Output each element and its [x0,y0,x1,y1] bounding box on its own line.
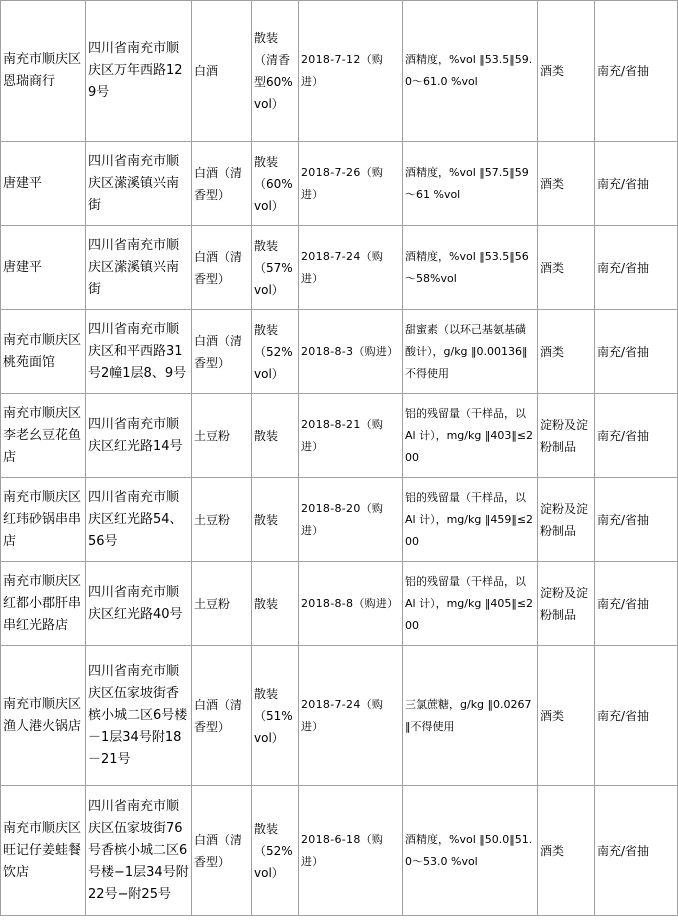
date-cell: 2018-7-12（购进） [299,1,403,142]
test-item-cell: 三氯蔗糖，g/kg ‖0.0267‖不得使用 [403,646,538,786]
table-body [1,1,678,916]
address-cell: 四川省南充市顺庆区红光路54、56号 [86,478,192,562]
business-name-cell: 南充市顺庆区李老幺豆花鱼店 [1,394,86,478]
business-name-cell: 唐建平 [1,142,86,226]
address-cell: 四川省南充市顺庆区万年西路129号 [86,1,192,142]
product-cell: 土豆粉 [192,478,252,562]
table-row [1,310,678,394]
date-cell: 2018-7-24（购进） [299,646,403,786]
date-cell: 2018-8-20（购进） [299,478,403,562]
category-cell: 酒类 [538,646,595,786]
date-cell: 2018-8-3（购进） [299,310,403,394]
address-cell: 四川省南充市顺庆区红光路14号 [86,394,192,478]
product-cell: 白酒（清香型） [192,226,252,310]
category-cell: 酒类 [538,310,595,394]
test-item-cell: 铝的残留量（干样品，以 Al 计），mg/kg ‖405‖≤200 [403,562,538,646]
date-cell: 2018-7-26（购进） [299,142,403,226]
spec-cell: 散装（52%vol） [252,786,299,916]
source-cell: 南充/省抽 [595,786,678,916]
table-row [1,646,678,786]
source-cell: 南充/省抽 [595,478,678,562]
address-cell: 四川省南充市顺庆区潆溪镇兴南街 [86,226,192,310]
spec-cell: 散装 [252,562,299,646]
address-cell: 四川省南充市顺庆区伍家坡街76号香槟小城二区6号楼−1层34号附22号−附25号 [86,786,192,916]
address-cell: 四川省南充市顺庆区红光路40号 [86,562,192,646]
category-cell: 淀粉及淀粉制品 [538,562,595,646]
table-row [1,226,678,310]
table-row [1,786,678,916]
spec-cell: 散装（清香型60%vol） [252,1,299,142]
test-item-cell: 甜蜜素（以环己基氨基磺酸计），g/kg ‖0.00136‖不得使用 [403,310,538,394]
source-cell: 南充/省抽 [595,142,678,226]
source-cell: 南充/省抽 [595,562,678,646]
date-cell: 2018-6-18（购进） [299,786,403,916]
spec-cell: 散装 [252,394,299,478]
product-cell: 白酒 [192,1,252,142]
source-cell: 南充/省抽 [595,1,678,142]
category-cell: 酒类 [538,1,595,142]
product-cell: 白酒（清香型） [192,142,252,226]
business-name-cell: 南充市顺庆区渔人港火锅店 [1,646,86,786]
table-row [1,394,678,478]
category-cell: 酒类 [538,226,595,310]
table-row [1,1,678,142]
test-item-cell: 酒精度，%vol ‖53.5‖59.0～61.0 %vol [403,1,538,142]
spec-cell: 散装（57%vol） [252,226,299,310]
source-cell: 南充/省抽 [595,646,678,786]
table-row [1,562,678,646]
category-cell: 淀粉及淀粉制品 [538,394,595,478]
business-name-cell: 南充市顺庆区桃苑面馆 [1,310,86,394]
product-cell: 白酒（清香型） [192,646,252,786]
spec-cell: 散装（51%vol） [252,646,299,786]
test-item-cell: 酒精度，%vol ‖50.0‖51.0～53.0 %vol [403,786,538,916]
table-row [1,478,678,562]
category-cell: 酒类 [538,142,595,226]
category-cell: 酒类 [538,786,595,916]
spec-cell: 散装（52%vol） [252,310,299,394]
test-item-cell: 铝的残留量（干样品，以 Al 计），mg/kg ‖459‖≤200 [403,478,538,562]
product-cell: 白酒（清香型） [192,786,252,916]
source-cell: 南充/省抽 [595,310,678,394]
test-item-cell: 酒精度，%vol ‖57.5‖59～61 %vol [403,142,538,226]
table-row [1,142,678,226]
business-name-cell: 南充市顺庆区旺记仔姜蛙餐饮店 [1,786,86,916]
test-item-cell: 铝的残留量（干样品，以 Al 计），mg/kg ‖403‖≤200 [403,394,538,478]
business-name-cell: 南充市顺庆区恩瑞商行 [1,1,86,142]
date-cell: 2018-8-21（购进） [299,394,403,478]
spec-cell: 散装 [252,478,299,562]
source-cell: 南充/省抽 [595,226,678,310]
source-cell: 南充/省抽 [595,394,678,478]
spec-cell: 散装（60%vol） [252,142,299,226]
address-cell: 四川省南充市顺庆区潆溪镇兴南街 [86,142,192,226]
category-cell: 淀粉及淀粉制品 [538,478,595,562]
product-cell: 土豆粉 [192,394,252,478]
date-cell: 2018-7-24（购进） [299,226,403,310]
business-name-cell: 南充市顺庆区红玮砂锅串串店 [1,478,86,562]
test-item-cell: 酒精度，%vol ‖53.5‖56～58%vol [403,226,538,310]
product-cell: 白酒（清香型） [192,310,252,394]
address-cell: 四川省南充市顺庆区伍家坡街香槟小城二区6号楼－1层34号附18－21号 [86,646,192,786]
business-name-cell: 南充市顺庆区红都小郡肝串串红光路店 [1,562,86,646]
product-cell: 土豆粉 [192,562,252,646]
address-cell: 四川省南充市顺庆区和平西路31号2幢1层8、9号 [86,310,192,394]
date-cell: 2018-8-8（购进） [299,562,403,646]
business-name-cell: 唐建平 [1,226,86,310]
